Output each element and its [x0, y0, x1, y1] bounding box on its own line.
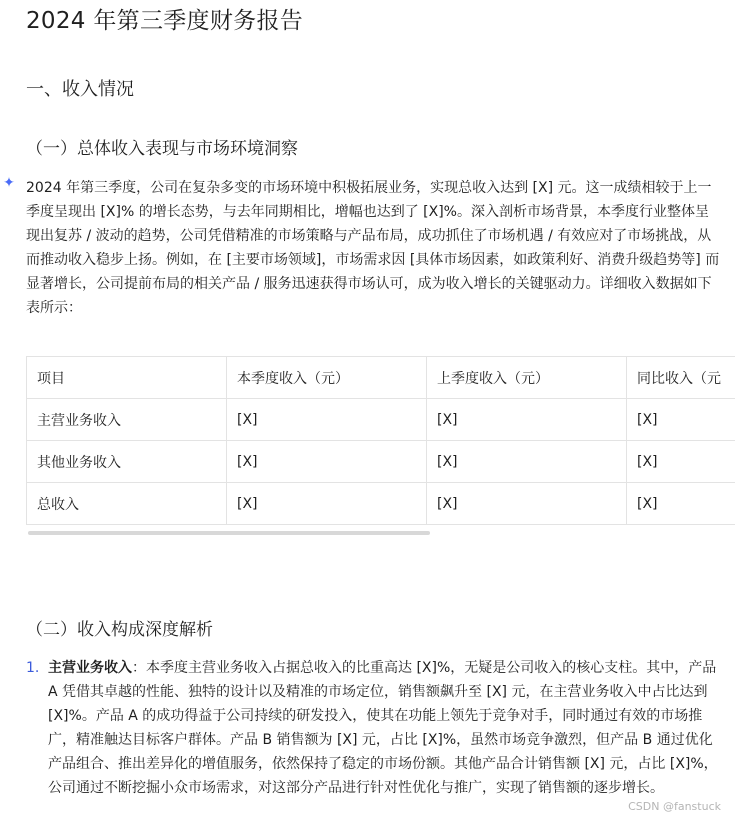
income-table — [26, 356, 735, 525]
subsection-heading-composition: （二）收入构成深度解析 — [26, 620, 213, 640]
subsection-heading-overview: （一）总体收入表现与市场环境洞察 — [26, 139, 298, 159]
income-table-container — [26, 356, 735, 525]
table-cell: [X] — [627, 483, 735, 525]
table-cell: [X] — [627, 441, 735, 483]
sparkle-icon[interactable]: ✦ — [3, 175, 15, 191]
table-cell: [X] — [227, 483, 427, 525]
table-horizontal-scrollbar[interactable] — [28, 531, 430, 535]
table-header-row — [27, 357, 735, 399]
table-cell: 总收入 — [27, 483, 227, 525]
list-item-text: ：本季度主营业务收入占据总收入的比重高达 [X]%，无疑是公司收入的核心支柱。其中，产品 A 凭借其卓越的性能、独特的设计以及精准的市场定位，销售额飙升至 [X] 元，在主营业务收入中占比达到 [X]%。产品 A 的成功得益于公司持续的研发投入，使其在功能上领先于竞争对手，同时通过有效的市场推广，精准触达目标客户群体。产品 B 销售额为 [X] 元，占比 [X]%，虽然市场竞争激烈，但产品 B 通过优化产品组合、推出差异化的增值服务，依然保持了稳定的市场份额。其他产品合计销售额 [X] 元，占比 [X]%，公司通过不断挖掘小众市场需求，对这部分产品进行针对性优化与推广，实现了销售额的逐步增长。 — [48, 660, 718, 796]
table-header-cell: 本季度收入（元） — [227, 357, 427, 399]
list-item-title: 主营业务收入 — [48, 660, 132, 676]
table-row — [27, 441, 735, 483]
table-cell: [X] — [427, 483, 627, 525]
income-composition-list — [26, 656, 726, 800]
table-header-cell: 同比收入（元 — [627, 357, 735, 399]
table-cell: 主营业务收入 — [27, 399, 227, 441]
table-cell: [X] — [627, 399, 735, 441]
list-item-body — [48, 656, 724, 800]
table-cell: 其他业务收入 — [27, 441, 227, 483]
table-row — [27, 399, 735, 441]
list-item — [26, 656, 726, 800]
table-cell: [X] — [427, 399, 627, 441]
table-header-cell: 上季度收入（元） — [427, 357, 627, 399]
document-title: 2024 年第三季度财务报告 — [26, 8, 304, 34]
watermark: CSDN @fanstuck — [628, 800, 721, 813]
intro-paragraph: 2024 年第三季度，公司在复杂多变的市场环境中积极拓展业务，实现总收入达到 [X] 元。这一成绩相较于上一季度呈现出 [X]% 的增长态势，与去年同期相比，增幅也达到了 [X]%。深入剖析市场背景，本季度行业整体呈现出复苏 / 波动的趋势，公司凭借精准的市场策略与产品布局，成功抓住了市场机遇 / 有效应对了市场挑战，从而推动收入稳步上扬。例如，在 [主要市场领域]，市场需求因 [具体市场因素，如政策利好、消费升级趋势等] 而显著增长，公司提前布局的相关产品 / 服务迅速获得市场认可，成为收入增长的关键驱动力。详细收入数据如下表所示： — [26, 180, 720, 316]
table-row — [27, 483, 735, 525]
table-cell: [X] — [427, 441, 627, 483]
table-cell: [X] — [227, 441, 427, 483]
list-item-number: 1. — [26, 660, 40, 676]
section-heading-income: 一、收入情况 — [26, 79, 134, 100]
table-cell: [X] — [227, 399, 427, 441]
table-header-cell: 项目 — [27, 357, 227, 399]
